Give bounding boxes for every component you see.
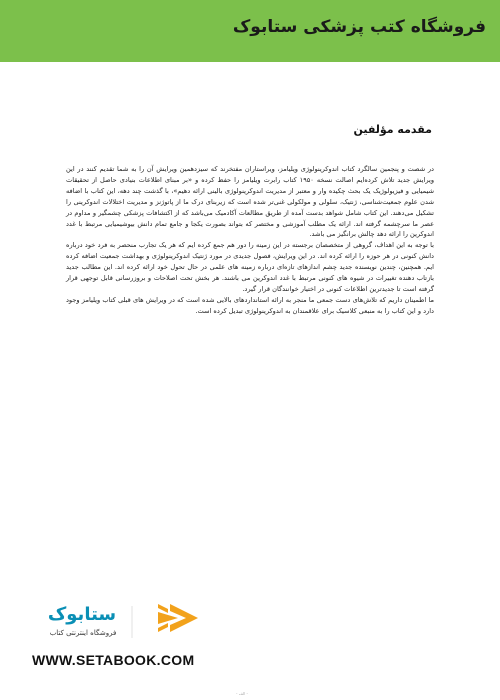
website-url[interactable]: WWW.SETABOOK.COM [32, 652, 195, 668]
header-bar [0, 0, 500, 62]
logo-wordmark: ستابوک [47, 604, 117, 625]
paragraph: در شصت و پنجمین سالگرد کتاب اندوکرینولوژی ویلیامز، ویراستاران مفتخرند که سیزدهمین ویرایش آن را به شما تقدیم کنند در این ویرایش جدید تلاش کرده‌ایم اصالت نسخه ۱۹۵۰ کتاب رابرت ویلیامز را حفظ کرده و «بر مبنای اطلاعات بنیادی حاصل از تحقیقات شیمیایی و فیزیولوژیک یک بحث چکیده وار و معتبر از مدیریت اندوکرینولوژی بالینی ارائه دهیم»، با گذشت چند دهه، این کتاب با اضافه شدن علوم جمعیت‌شناسی، ژنتیک، سلولی و مولکولی غنی‌تر شده است که زیربنای درک ما از پاتوژنز و مدیریت اختلالات اندوکرینی را تشکیل می‌دهند. این کتاب شامل شواهد بدست آمده از طریق مطالعات آکادمیک می‌باشد که از اکتشافات پزشکی چشمگیر و مداوم در عصر ما سرچشمه گرفته اند. ارائه یک مطلب آموزشی و مختصر که بتواند بصورت یکجا و جامع تمام دانش بیوشیمیایی مرتبط با غدد اندوکرین را ارائه دهد چالش برانگیز می باشد. [66, 165, 434, 239]
preface-body [66, 164, 434, 317]
logo-subtitle: فروشگاه اینترنتی کتاب [49, 629, 117, 637]
chevron-logo-icon [158, 604, 198, 632]
store-title: فروشگاه کتب پزشکی ستابوک [232, 17, 486, 37]
page-number: - الف - [236, 691, 248, 696]
section-heading: مقدمه مؤلفین [353, 123, 432, 136]
paragraph: با توجه به این اهداف، گروهی از متخصصان برجسته در این زمینه را دور هم جمع کرده ایم که هر یک تجارب منحصر به فرد خود درباره دانش کنونی در هر حوزه را ارائه کرده اند. در این ویرایش، فصول جدیدی در مورد ژنتیک اندوکرینولوژی و بهداشت جمعیت اضافه کرده ایم. همچنین، چندین نویسنده جدید چشم اندازهای تازه‌ای درباره زمینه های علمی در حال تحول خود ارائه کرده اند. این مطالب جدید بازتاب دهنده تغییرات در شیوه های کنونی مرتبط با غدد اندوکرین می باشند. هر بخش تحت اصلاحات و بروزرسانی قابل توجهی قرار گرفته است تا جدیدترین اطلاعات کنونی در اختیار خوانندگان قرار گیرد. [66, 241, 434, 293]
paragraph: ما اطمینان داریم که تلاش‌های دست جمعی ما منجر به ارائه استانداردهای بالایی شده است که در ویرایش های قبلی کتاب ویلیامز وجود دارد و این کتاب را به منبعی کلاسیک برای علاقمندان به اندوکرینولوژی تبدیل کرده است. [66, 295, 434, 315]
